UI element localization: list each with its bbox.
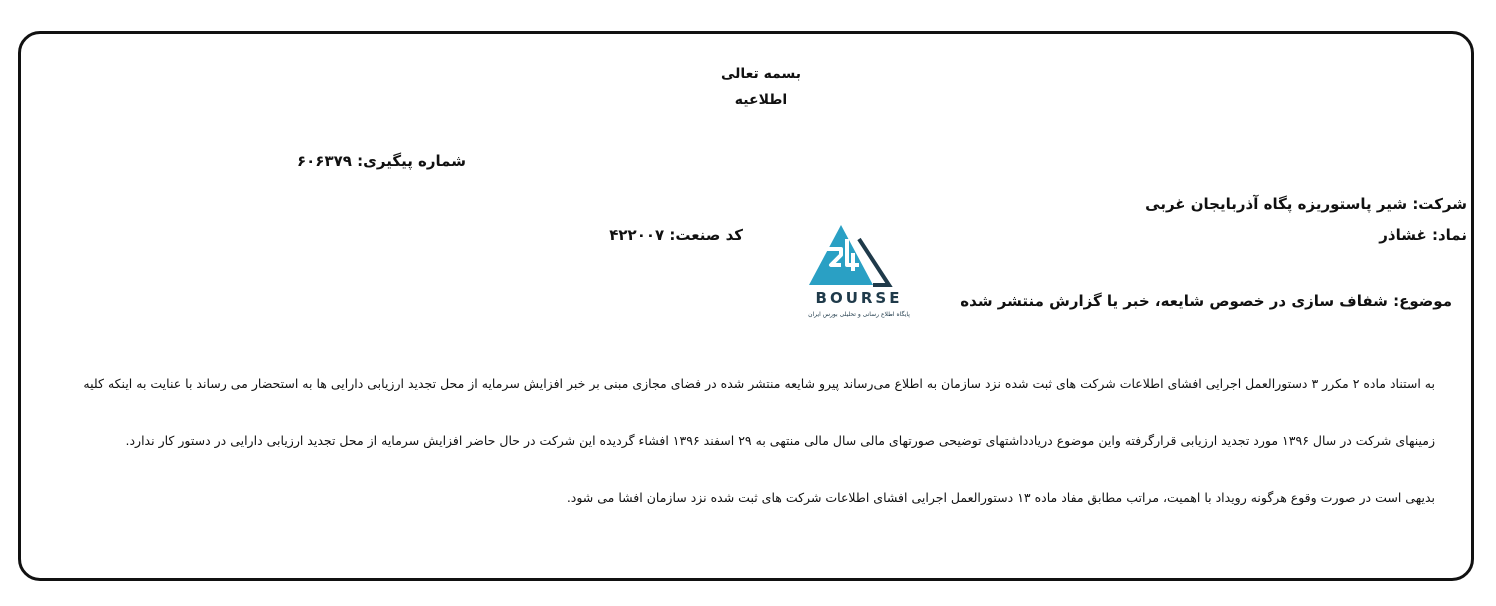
tracking-value: ۶۰۶۳۷۹ bbox=[296, 152, 352, 170]
symbol-value: غشاذر bbox=[1379, 226, 1427, 244]
logo-brand-text: BOURSE bbox=[815, 289, 903, 307]
company-line bbox=[1145, 195, 1467, 213]
symbol-line bbox=[1379, 226, 1467, 244]
company-name: شیر پاستوریزه پگاه آذربایجان غربی bbox=[1145, 195, 1408, 213]
logo-tagline-text: پایگاه اطلاع رسانی و تحلیلی بورس ایران bbox=[808, 311, 910, 318]
body-paragraph-2: زمینهای شرکت در سال ۱۳۹۶ مورد تجدید ارزیابی قرارگرفته واین موضوع دریادداشتهای توضیحی صورتهای مالی سال مالی منتهی به ۲۹ اسفند ۱۳۹۶ افشاء گردیده این شرکت در حال حاضر افزایش سرمایه از محل تجدید ارزیابی دارایی در دستور کار ندارد. bbox=[125, 433, 1435, 448]
subject-value: شفاف سازی در خصوص شایعه، خبر یا گزارش منتشر شده bbox=[960, 292, 1388, 310]
tracking-label: شماره پیگیری: bbox=[357, 152, 466, 170]
tracking-number bbox=[297, 152, 466, 170]
subject-line bbox=[960, 292, 1452, 310]
subject-label: موضوع: bbox=[1393, 292, 1452, 310]
announcement-frame bbox=[18, 31, 1474, 581]
symbol-label: نماد: bbox=[1431, 226, 1467, 244]
basmala-heading: بسمه تعالی bbox=[720, 66, 802, 82]
industry-value: ۴۲۲۰۰۷ bbox=[609, 226, 665, 244]
company-label: شرکت: bbox=[1412, 195, 1467, 213]
industry-code-line bbox=[609, 226, 743, 244]
bourse-logo bbox=[803, 219, 915, 319]
industry-label: کد صنعت: bbox=[669, 226, 743, 244]
body-paragraph-1: به استناد ماده ۲ مکرر ۳ دستورالعمل اجرایی افشای اطلاعات شرکت های ثبت شده نزد سازمان به اطلاع می‌رساند پیرو شایعه منتشر شده در فضای مجازی مبنی بر خبر افزایش سرمایه از محل تجدید ارزیابی دارایی ها به استحضار می رساند با عنایت به اینکه کلیه bbox=[83, 376, 1435, 391]
body-paragraph-3: بدیهی است در صورت وقوع هرگونه رویداد با اهمیت، مراتب مطابق مفاد ماده ۱۳ دستورالعمل اجرایی افشای اطلاعات شرکت های ثبت شده نزد سازمان افشا می شود. bbox=[566, 490, 1435, 505]
announcement-title: اطلاعیه bbox=[734, 92, 788, 108]
